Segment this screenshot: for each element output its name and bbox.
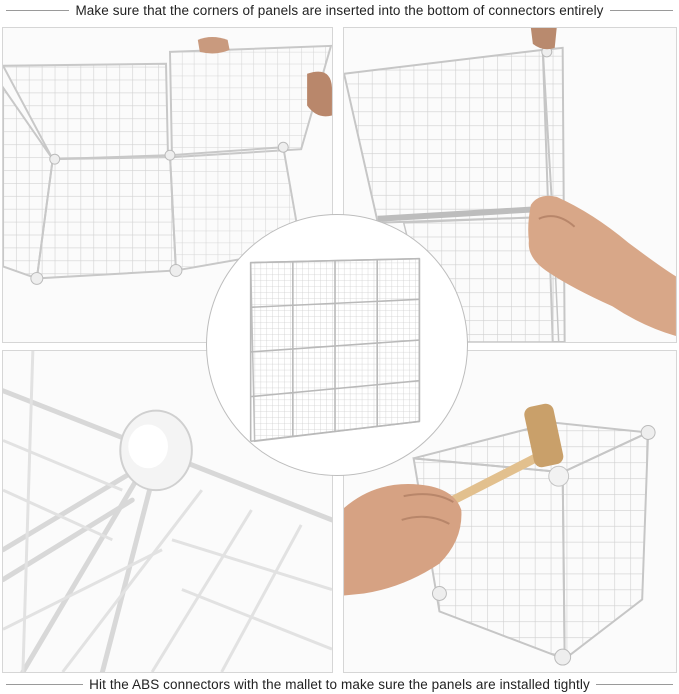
bottom-caption-text: Hit the ABS connectors with the mallet to make sure the panels are installed tightly: [89, 676, 590, 692]
caption-rule-left: [6, 10, 69, 11]
caption-rule-left: [6, 684, 83, 685]
bottom-caption: [0, 674, 679, 694]
top-caption-text: Make sure that the corners of panels are inserted into the bottom of connectors entirely: [75, 2, 604, 18]
caption-rule-right: [596, 684, 673, 685]
assembled-cube-shelf-circle: [206, 214, 468, 476]
assembled-cube-shelf-illustration: [207, 215, 467, 475]
top-caption: [0, 0, 679, 20]
caption-rule-right: [610, 10, 673, 11]
